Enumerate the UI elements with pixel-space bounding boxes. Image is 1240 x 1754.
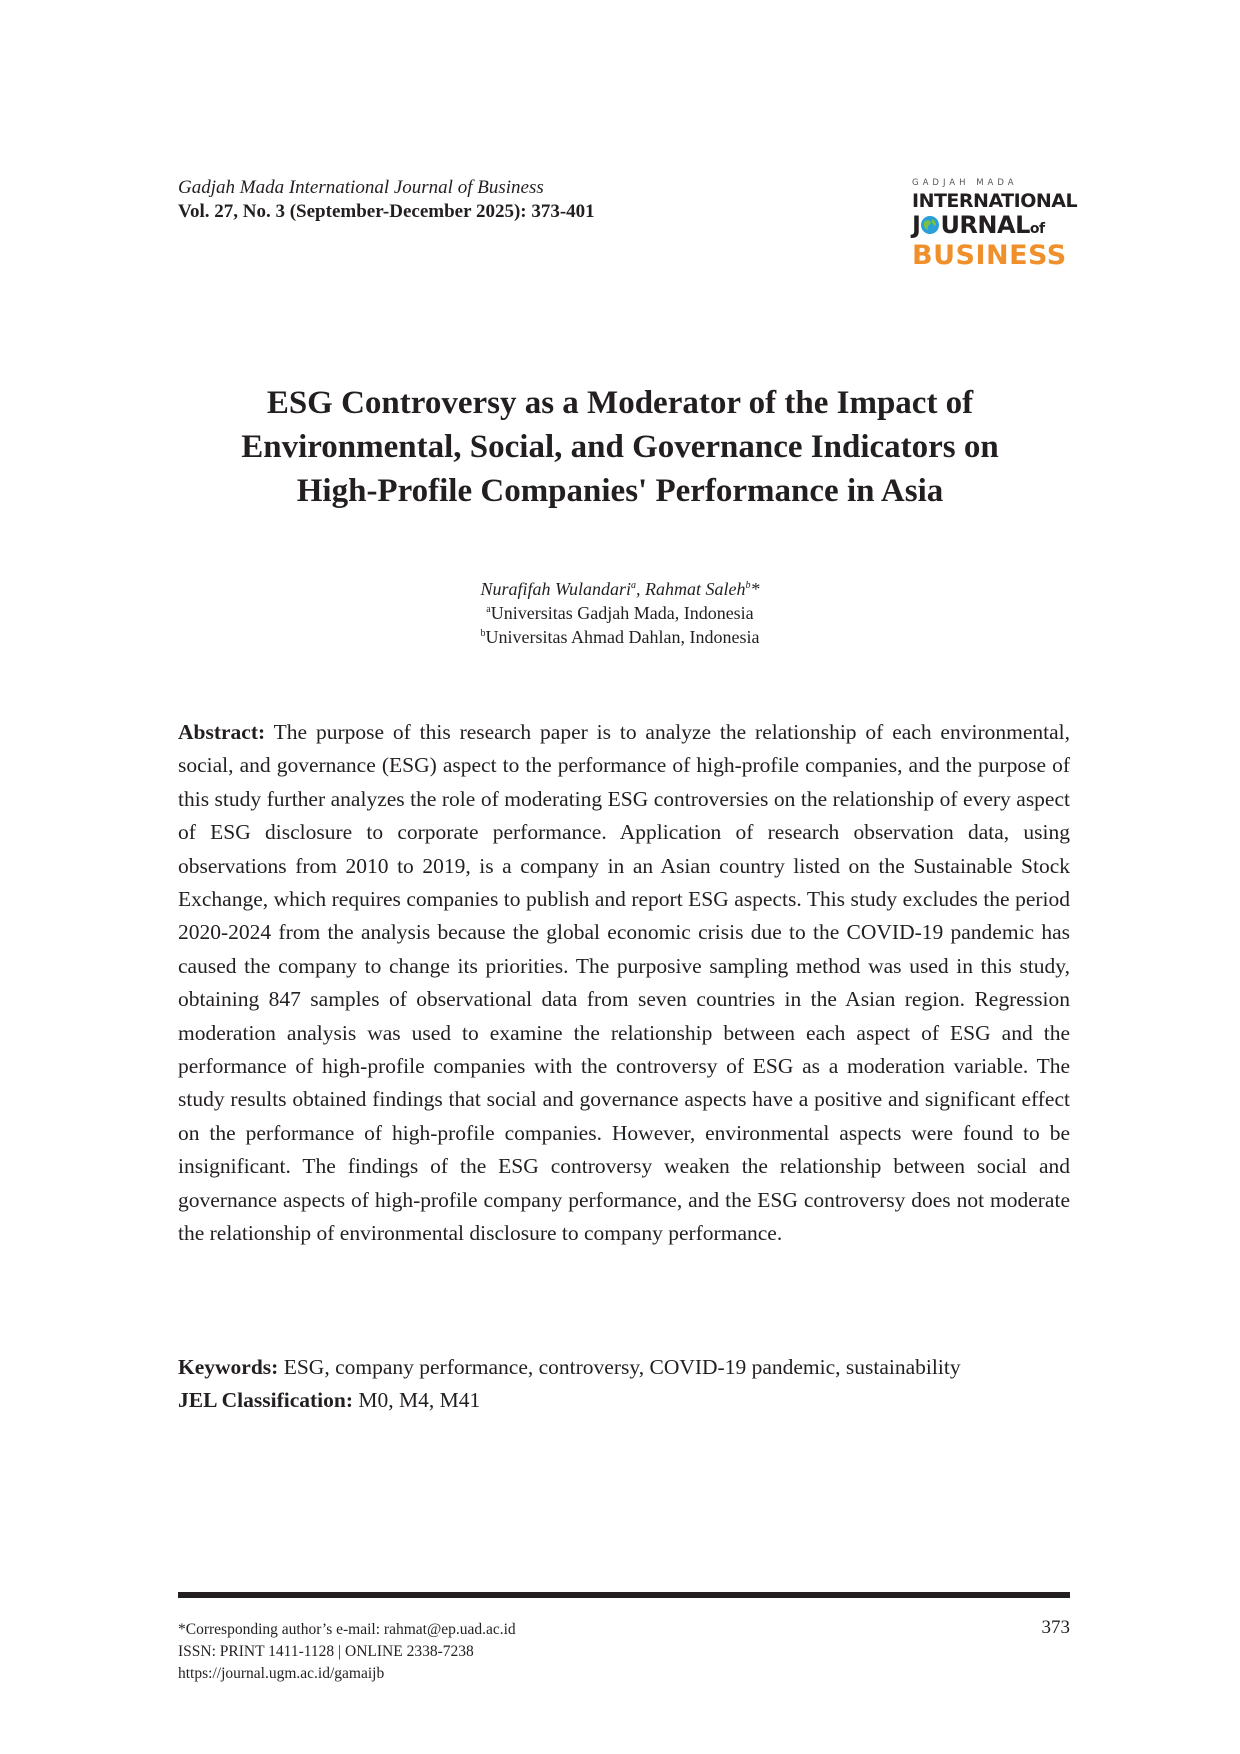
footer-info <box>178 1619 516 1685</box>
footer-divider <box>178 1592 1070 1598</box>
keywords-line <box>178 1351 1070 1384</box>
affiliation-text: Universitas Gadjah Mada, Indonesia <box>490 603 754 623</box>
logo-business: BUSINESS <box>912 240 1067 271</box>
affiliation-a <box>140 601 1100 625</box>
abstract-label: Abstract: <box>178 720 266 744</box>
journal-volume: Vol. 27, No. 3 (September-December 2025): 373-401 <box>178 201 595 222</box>
journal-header <box>178 176 798 224</box>
journal-name: Gadjah Mada International Journal of Business <box>178 177 544 198</box>
affiliation-mark: a <box>486 604 491 615</box>
logo-urnal: URNAL <box>940 211 1030 239</box>
keywords-block <box>178 1351 1070 1417</box>
affiliation-mark: b <box>480 628 486 639</box>
abstract <box>178 716 1070 1251</box>
author-separator: , <box>636 579 646 599</box>
authors-line <box>140 577 1100 601</box>
page-number: 373 <box>1041 1617 1070 1638</box>
title-line-3: High-Profile Companies' Performance in Asia <box>296 473 944 509</box>
author-affiliation-mark: a <box>631 580 637 591</box>
author-affiliation-mark: b <box>745 580 751 591</box>
logo-of: of <box>1029 221 1045 237</box>
paper-title <box>140 381 1100 513</box>
journal-logo <box>912 178 1078 274</box>
jel-label: JEL Classification: <box>178 1388 354 1412</box>
authors-block <box>140 577 1100 649</box>
title-line-1: ESG Controversy as a Moderator of the Impact of <box>266 385 974 421</box>
logo-top-text: GADJAH MADA <box>912 178 1018 188</box>
globe-icon <box>920 215 940 235</box>
abstract-text: The purpose of this research paper is to analyze the relationship of each environmental, social, and governance (ESG) aspect to the performance of high-profile companies, and the purpose of this study further analyzes the role of moderating ESG controversies on the relationship of every aspect of ESG disclosure to corporate performance. Application of research observation data, using observations from 2010 to 2019, is a company in an Asian country listed on the Sustainable Stock Exchange, which requires companies to publish and report ESG aspects. This study excludes the period 2020-2024 from the analysis because the global economic crisis due to the COVID-19 pandemic has caused the company to change its priorities. The purposive sampling method was used in this study, obtaining 847 samples of observational data from seven countries in the Asian region. Regression moderation analysis was used to examine the relationship between each aspect of ESG and the performance of high-profile companies with the controversy of ESG as a moderation variable. The study results obtained findings that social and governance aspects have a positive and significant effect on the performance of high-profile companies. However, environmental aspects were found to be insignificant. The findings of the ESG controversy weaken the relationship between social and governance aspects of high-profile company performance, and the ESG controversy does not moderate the relationship of environmental disclosure to company performance. <box>178 720 1070 1246</box>
author-name: Nurafifah Wulandari <box>480 579 632 599</box>
jel-line <box>178 1384 1070 1417</box>
keywords-label: Keywords: <box>178 1355 279 1379</box>
corresponding-email: *Corresponding author’s e-mail: rahmat@ep.uad.ac.id <box>178 1621 516 1638</box>
affiliation-b <box>140 625 1100 649</box>
issn: ISSN: PRINT 1411-1128 | ONLINE 2338-7238 <box>178 1643 474 1660</box>
title-line-2: Environmental, Social, and Governance Indicators on <box>241 429 999 465</box>
logo-journal <box>912 212 1072 242</box>
journal-url: https://journal.ugm.ac.id/gamaijb <box>178 1665 385 1682</box>
affiliation-text: Universitas Ahmad Dahlan, Indonesia <box>485 627 760 647</box>
logo-international: INTERNATIONAL <box>912 190 1078 212</box>
keywords-text: ESG, company performance, controversy, COVID-19 pandemic, sustainability <box>283 1355 961 1379</box>
corresponding-mark: * <box>750 579 760 599</box>
jel-text: M0, M4, M41 <box>358 1388 481 1412</box>
logo-j: J <box>912 211 921 239</box>
author-name: Rahmat Saleh <box>645 579 746 599</box>
